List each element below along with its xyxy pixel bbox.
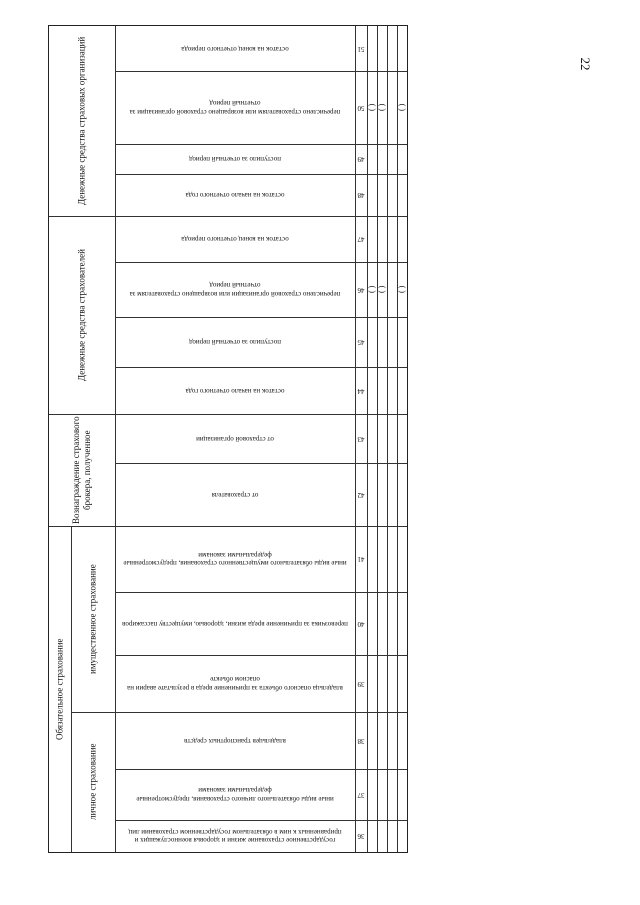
column-label-36: государственное страхование жизни и здоровья военнослужащих и приравненных к ним в обязательном государственном страховании лиц (128, 828, 342, 845)
column-label-39: владельца опасного объекта за причинение вреда в результате аварии на опасном объекте (127, 675, 343, 692)
negative-value-brackets: ( ) (377, 285, 387, 294)
column-label-49: поступило за отчетный период (189, 155, 281, 164)
group-property: имущественное страхование (87, 564, 98, 674)
column-label-42: от страхователя (211, 490, 259, 499)
page-number: 22 (578, 57, 593, 71)
column-number-41: 41 (357, 555, 365, 564)
column-label-46: перечислено страховой организации или возвращено страхователям за отчетный период (129, 281, 341, 298)
column-label-48: остаток на начало отчетного года (185, 191, 285, 200)
column-label-38: владельцев транспортных средств (184, 736, 286, 745)
grid-line (387, 26, 388, 852)
column-label-47: остаток на конец отчетного периода (181, 235, 289, 244)
grid-line (115, 26, 116, 852)
negative-value-brackets: ( ) (377, 103, 387, 112)
column-label-41: иные виды обязательного имущественного страхования, предусмотренные федеральными законами (123, 551, 347, 568)
group-policyholders-funds: Денежные средства страхователей (76, 249, 87, 381)
column-number-47: 47 (357, 235, 365, 244)
column-label-44: остаток на начало отчетного года (185, 386, 285, 395)
negative-value-brackets: ( ) (367, 285, 377, 294)
column-label-37: иные виды обязательного личного страхования, предусмотренные федеральными законами (136, 786, 334, 803)
column-label-43: от страховой организации (196, 434, 274, 443)
column-label-40: перевозчика за причинение вреда жизни, здоровью, имуществу пассажиров (122, 619, 348, 628)
negative-value-brackets: ( ) (397, 103, 407, 112)
column-number-40: 40 (357, 619, 365, 628)
column-number-42: 42 (357, 490, 365, 499)
column-number-38: 38 (357, 736, 365, 745)
group-broker-fee: Вознаграждение страхового брокера, полученное (71, 416, 92, 524)
column-number-49: 49 (357, 155, 365, 164)
report-table (48, 25, 408, 853)
column-number-43: 43 (357, 434, 365, 443)
column-number-36: 36 (357, 832, 365, 841)
grid-line (397, 26, 398, 852)
column-number-45: 45 (357, 338, 365, 347)
column-number-50: 50 (357, 103, 365, 112)
column-label-50: перечислено страхователям или возвращено страховой организации за отчетный период (129, 99, 341, 116)
group-mandatory: Обязательное страхование (54, 638, 65, 740)
column-number-44: 44 (357, 386, 365, 395)
negative-value-brackets: ( ) (397, 285, 407, 294)
negative-value-brackets: ( ) (367, 103, 377, 112)
column-number-51: 51 (357, 44, 365, 53)
column-label-51: остаток на конец отчетного периода (181, 44, 289, 53)
group-insurers-funds: Денежные средства страховых организаций (76, 36, 87, 206)
group-personal: личное страхование (87, 743, 98, 821)
column-label-45: поступило за отчетный период (189, 338, 281, 347)
grid-line (367, 26, 368, 852)
column-number-37: 37 (357, 790, 365, 799)
column-number-48: 48 (357, 191, 365, 200)
column-number-46: 46 (357, 285, 365, 294)
column-number-39: 39 (357, 679, 365, 688)
grid-line (377, 26, 378, 852)
